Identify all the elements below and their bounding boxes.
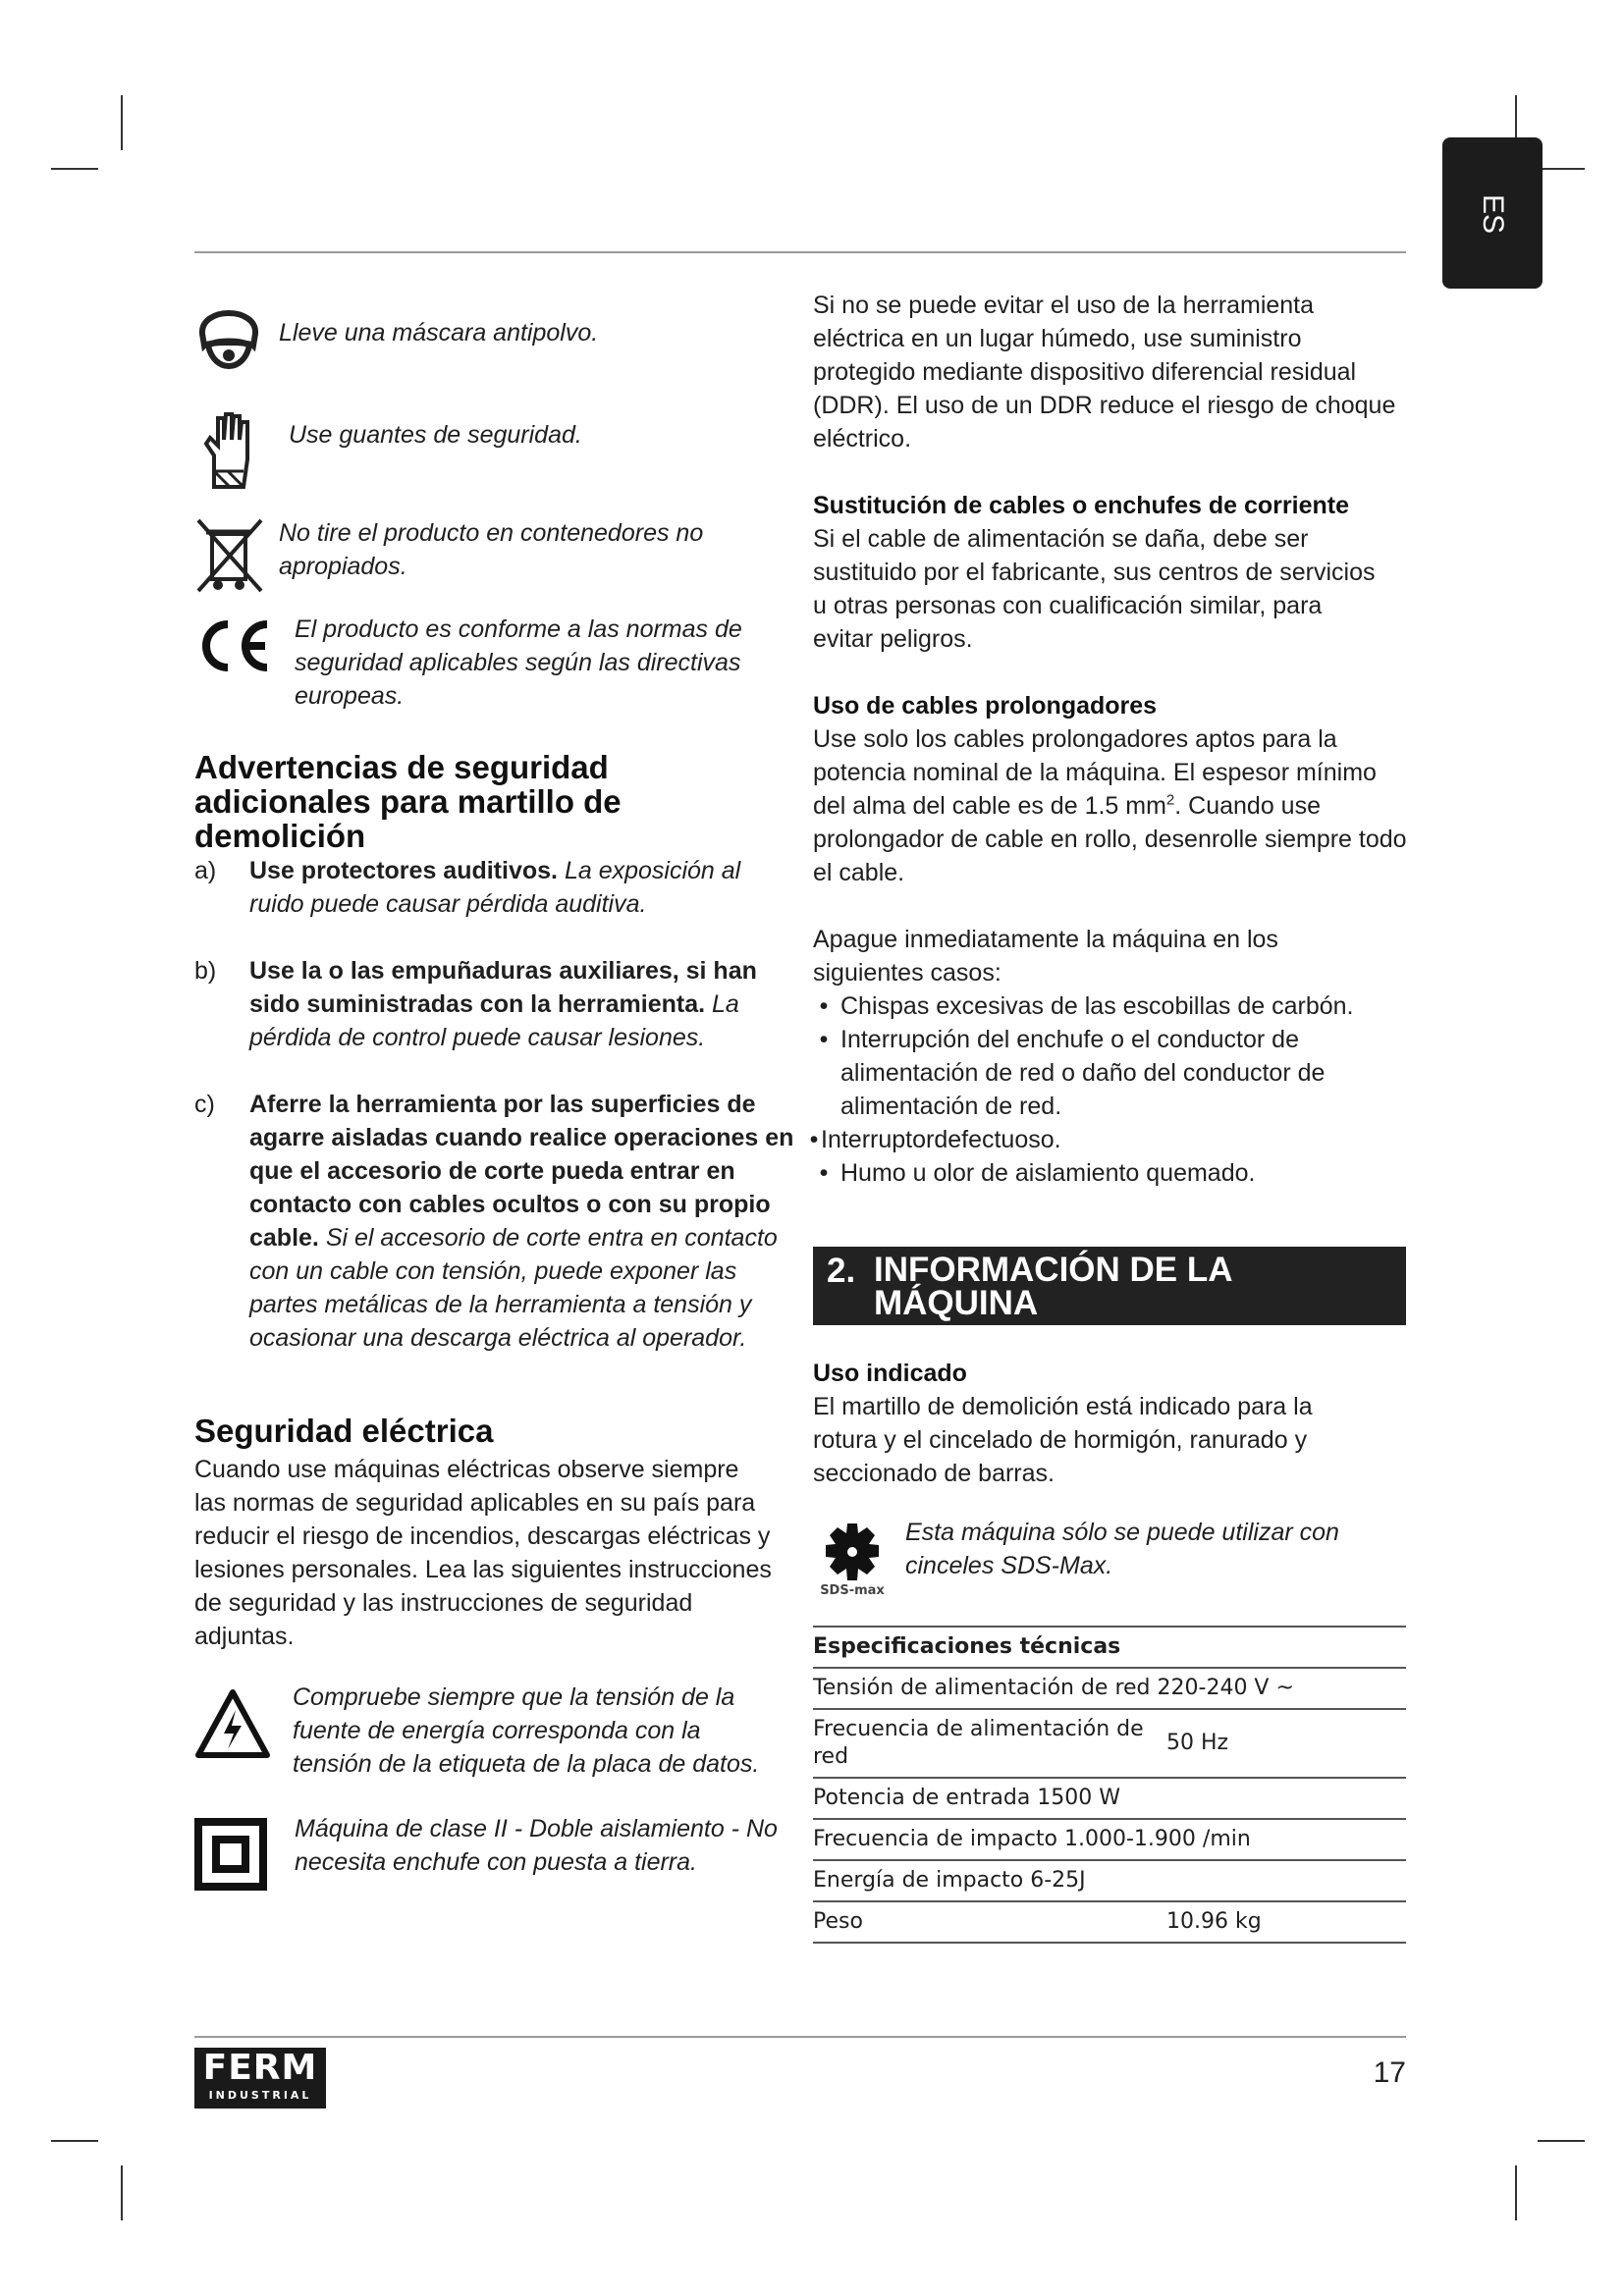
crop-mark <box>1538 2140 1585 2142</box>
sds-label: SDS-max <box>820 1583 885 1598</box>
table-row <box>813 1668 1406 1709</box>
language-tab <box>1442 137 1543 289</box>
list-item: • Humo u olor de aislamiento quemado. <box>807 1156 1396 1190</box>
note-sds <box>813 1519 1396 1598</box>
table-row <box>813 1627 1406 1668</box>
disposal-note: No tire el producto en contenedores no apropiados. <box>279 519 704 580</box>
list-item: • Interrupción del enchufe o el conductor de alimentación de red o daño del conductor de alimentación de red. <box>807 1023 1396 1123</box>
cables-text: Si el cable de alimentación se daña, debe ser sustituido por el fabricante, sus centros de servicios u otras personas con cualificación similar, para evitar peligros. <box>813 525 1376 653</box>
specs-table <box>813 1626 1406 1944</box>
gloves-note: Use guantes de seguridad. <box>289 421 582 449</box>
brand-sub: INDUSTRIAL <box>208 2089 312 2102</box>
note-class2 <box>194 1815 785 1891</box>
list-item-text: Humo u olor de aislamiento quemado. <box>840 1159 1256 1187</box>
note-disposal <box>194 516 770 593</box>
cables-heading: Sustitución de cables o enchufes de corriente <box>813 492 1349 519</box>
crop-mark <box>1515 2165 1517 2220</box>
safety-gloves-icon <box>194 410 263 489</box>
warning-item-label: b) <box>194 957 217 985</box>
brand-logo <box>194 2048 326 2109</box>
warning-item-text: Si el accesorio de corte entra en contacto con un cable con tensión, puede exponer las partes metálicas de la herramienta a tensión y ocasionar una descarga eléctrica al operador. <box>249 1224 778 1352</box>
rcd-text: Si no se puede evitar el uso de la herramienta eléctrica en un lugar húmedo, use suministro protegido mediante dispositivo diferencial residual (DDR). El uso de un DDR reduce el riesgo de choque eléctrico. <box>813 292 1396 453</box>
table-row <box>813 1819 1406 1860</box>
warning-item-bold: Use la o las empuñaduras auxiliares, si han sido suministradas con la herramienta. <box>249 957 757 1018</box>
warning-item-bold: Aferre la herramienta por las superficies de agarre aisladas cuando realice operaciones en que el accesorio de corte pueda entrar en contacto con cables ocultos o con su propio cable. <box>249 1091 794 1252</box>
warning-item-text: La exposición al ruido puede causar pérdida auditiva. <box>249 857 741 918</box>
spec-value: 10.96 kg <box>1166 1901 1406 1943</box>
crop-mark <box>51 2140 98 2142</box>
sds-badge <box>813 1522 892 1598</box>
warnings-list <box>194 854 795 1388</box>
note-gloves <box>194 410 582 489</box>
high-voltage-warning-icon <box>194 1688 271 1759</box>
extension-superscript: 2 <box>1165 791 1175 809</box>
sds-max-chuck-icon <box>822 1522 883 1582</box>
spec-label: Tensión de alimentación de red 220-240 V ~ <box>813 1668 1406 1709</box>
language-tab-label: ES <box>1477 193 1509 235</box>
warning-item <box>194 1088 795 1355</box>
ce-mark-icon <box>194 616 273 675</box>
list-item-text: Chispas excesivas de las escobillas de carbón. <box>840 992 1354 1020</box>
section-banner <box>813 1247 1406 1325</box>
extension-text-part: . Cuando use prolongador de cable en rollo, desenrolle siempre todo el cable. <box>813 792 1407 886</box>
section-number: 2. <box>827 1252 856 1290</box>
use-heading: Uso indicado <box>813 1360 967 1387</box>
warning-item <box>194 954 795 1054</box>
table-row <box>813 1860 1406 1901</box>
section-title: INFORMACIÓN DE LA MÁQUINA <box>874 1251 1232 1322</box>
warning-item-text: La pérdida de control puede causar lesiones. <box>249 990 739 1051</box>
extension-text <box>813 722 1408 889</box>
voltage-note: Compruebe siempre que la tensión de la fuente de energía corresponda con la tensión de la etiqueta de la placa de datos. <box>293 1683 760 1778</box>
header-rule <box>194 251 1406 253</box>
page-number: 17 <box>1373 2056 1406 2089</box>
crop-mark <box>121 95 123 150</box>
list-item-text: Interruptordefectuoso. <box>821 1126 1061 1153</box>
extension-text-part: Use solo los cables prolongadores aptos para la potencia nominal de la máquina. El espesor mínimo del alma del cable es de 1.5 mm <box>813 725 1377 820</box>
spec-value: 50 Hz <box>1166 1709 1406 1778</box>
double-insulation-icon <box>194 1818 267 1891</box>
spec-label: Potencia de entrada 1500 W <box>813 1778 1406 1819</box>
extension-heading: Uso de cables prolongadores <box>813 692 1158 720</box>
spec-label: Peso <box>813 1901 1166 1943</box>
dust-mask-note: Lleve una máscara antipolvo. <box>279 319 599 347</box>
class2-note: Máquina de clase II - Doble aislamiento - No necesita enchufe con puesta a tierra. <box>295 1815 778 1876</box>
ce-note: El producto es conforme a las normas de seguridad aplicables según las directivas europeas. <box>295 615 742 710</box>
list-item: • Interruptordefectuoso. <box>807 1123 1396 1156</box>
note-dust-mask <box>194 294 598 375</box>
spec-label: Frecuencia de impacto 1.000-1.900 /min <box>813 1819 1406 1860</box>
sds-note: Esta máquina sólo se puede utilizar con cinceles SDS-Max. <box>905 1519 1339 1579</box>
table-row <box>813 1901 1406 1943</box>
warning-item-bold: Use protectores auditivos. <box>249 857 558 884</box>
crop-mark <box>121 2165 123 2220</box>
warning-item-label: a) <box>194 857 217 884</box>
warning-item <box>194 854 795 921</box>
specs-heading: Especificaciones técnicas <box>813 1627 1406 1668</box>
spec-label: Energía de impacto 6-25J <box>813 1860 1406 1901</box>
table-row <box>813 1778 1406 1819</box>
dust-mask-icon <box>194 294 263 375</box>
note-ce <box>194 616 785 713</box>
footer-rule <box>194 2036 1406 2038</box>
table-row <box>813 1709 1406 1778</box>
note-voltage <box>194 1683 784 1781</box>
brand-name: FERM <box>202 2048 318 2088</box>
warnings-heading: Advertencias de seguridad adicionales para martillo de demolición <box>194 749 622 854</box>
use-text: El martillo de demolición está indicado para la rotura y el cincelado de hormigón, ranurado y seccionado de barras. <box>813 1393 1313 1487</box>
crossed-bin-icon <box>194 516 265 593</box>
electrical-text: Cuando use máquinas eléctricas observe siempre las normas de seguridad aplicables en su país para reducir el riesgo de incendios, descargas eléctricas y lesiones personales. Lea las siguientes instrucciones de seguridad y las instrucciones de seguridad adjuntas. <box>194 1456 772 1650</box>
crop-mark <box>51 168 98 170</box>
crop-mark <box>1538 168 1585 170</box>
list-item: • Chispas excesivas de las escobillas de carbón. <box>807 989 1396 1023</box>
switch-off-list <box>807 989 1396 1190</box>
spec-label: Frecuencia de alimentación de red <box>813 1709 1166 1778</box>
electrical-heading: Seguridad eléctrica <box>194 1413 494 1449</box>
warning-item-label: c) <box>194 1091 215 1118</box>
switch-off-intro: Apague inmediatamente la máquina en los siguientes casos: <box>813 926 1278 987</box>
list-item-text: Interrupción del enchufe o el conductor de alimentación de red o daño del conductor de alimentación de red. <box>840 1026 1326 1120</box>
